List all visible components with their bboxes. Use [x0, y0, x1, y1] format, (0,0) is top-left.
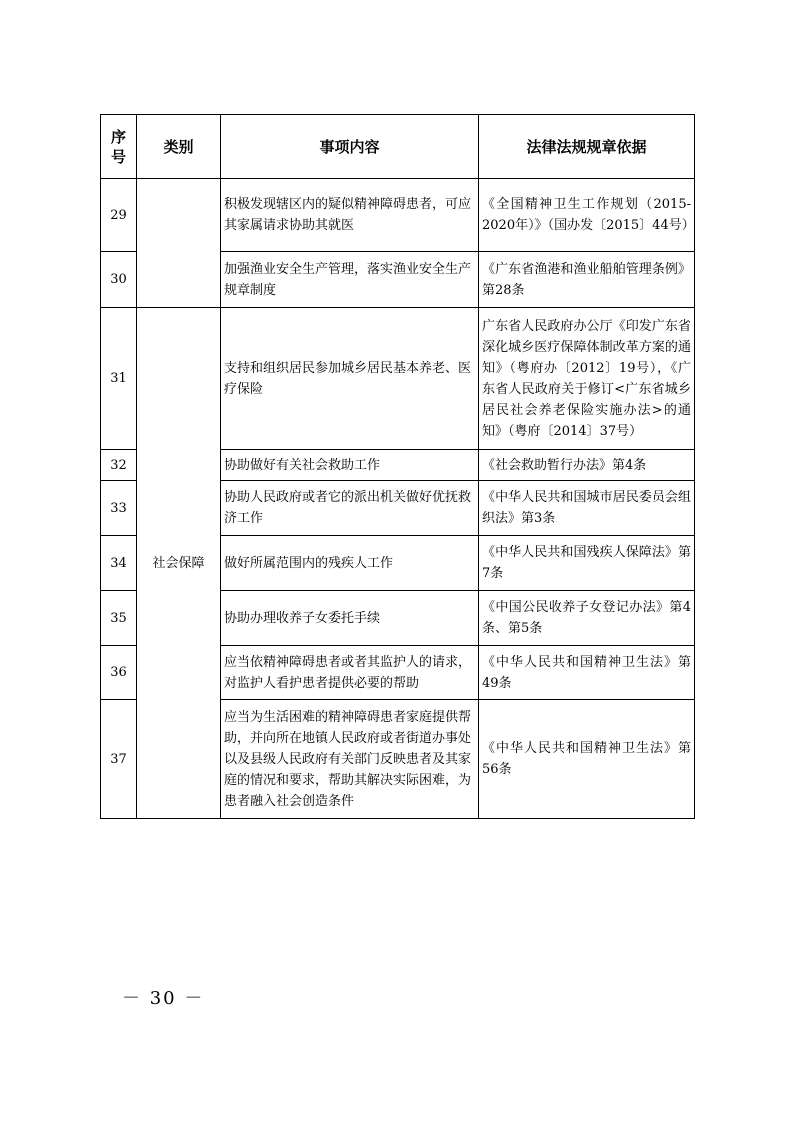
row-seq: 29 — [101, 179, 137, 252]
regulation-table — [100, 114, 695, 819]
row-content: 加强渔业安全生产管理，落实渔业安全生产规章制度 — [221, 252, 479, 308]
row-basis: 《中华人民共和国残疾人保障法》第7条 — [479, 536, 695, 591]
row-seq: 35 — [101, 591, 137, 646]
row-content: 协助做好有关社会救助工作 — [221, 450, 479, 481]
table-row — [101, 179, 695, 252]
row-basis: 《中华人民共和国城市居民委员会组织法》第3条 — [479, 481, 695, 536]
header-basis: 法律法规规章依据 — [479, 115, 695, 179]
row-seq: 33 — [101, 481, 137, 536]
table-header-row — [101, 115, 695, 179]
row-category-empty — [137, 179, 221, 308]
row-content: 应当依精神障碍患者或者其监护人的请求，对监护人看护患者提供必要的帮助 — [221, 646, 479, 700]
header-seq: 序号 — [101, 115, 137, 179]
row-seq: 32 — [101, 450, 137, 481]
row-seq: 37 — [101, 700, 137, 819]
row-basis: 《中国公民收养子女登记办法》第4条、第5条 — [479, 591, 695, 646]
row-seq: 34 — [101, 536, 137, 591]
row-content: 应当为生活困难的精神障碍患者家庭提供帮助，并向所在地镇人民政府或者街道办事处以及县级人民政府有关部门反映患者及其家庭的情况和要求，帮助其解决实际困难，为患者融入社会创造条件 — [221, 700, 479, 819]
row-seq: 31 — [101, 308, 137, 450]
page-number: － 30 － — [122, 988, 205, 1009]
row-content: 协助人民政府或者它的派出机关做好优抚救济工作 — [221, 481, 479, 536]
row-content: 支持和组织居民参加城乡居民基本养老、医疗保险 — [221, 308, 479, 450]
row-content: 做好所属范围内的残疾人工作 — [221, 536, 479, 591]
table-row — [101, 308, 695, 450]
header-content: 事项内容 — [221, 115, 479, 179]
row-seq: 30 — [101, 252, 137, 308]
row-content: 积极发现辖区内的疑似精神障碍患者，可应其家属请求协助其就医 — [221, 179, 479, 252]
row-basis: 广东省人民政府办公厅《印发广东省深化城乡医疗保障体制改革方案的通知》（粤府办〔2012〕19号），《广东省人民政府关于修订<广东省城乡居民社会养老保险实施办法>的通知》（粤府〔2014〕37号） — [479, 308, 695, 450]
row-basis: 《中华人民共和国精神卫生法》第49条 — [479, 646, 695, 700]
row-basis: 《广东省渔港和渔业船舶管理条例》第28条 — [479, 252, 695, 308]
row-basis: 《社会救助暂行办法》第4条 — [479, 450, 695, 481]
row-basis: 《全国精神卫生工作规划（2015-2020年）》（国办发〔2015〕44号） — [479, 179, 695, 252]
row-basis: 《中华人民共和国精神卫生法》第56条 — [479, 700, 695, 819]
row-seq: 36 — [101, 646, 137, 700]
row-category: 社会保障 — [137, 308, 221, 819]
row-content: 协助办理收养子女委托手续 — [221, 591, 479, 646]
header-category: 类别 — [137, 115, 221, 179]
